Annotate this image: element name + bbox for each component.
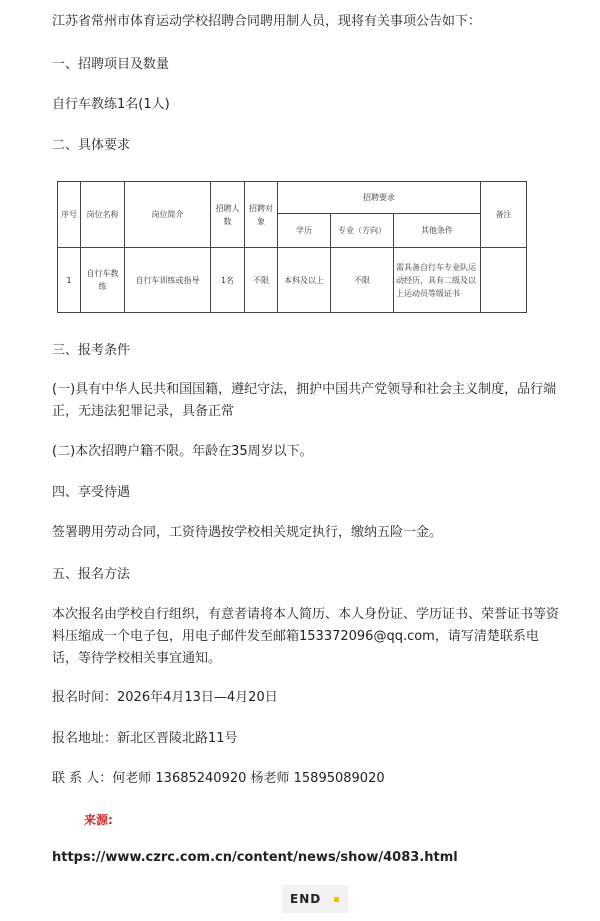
end-dot-icon [334, 897, 339, 902]
end-marker [282, 885, 348, 913]
cell-remark [481, 248, 527, 313]
cell-count: 1名 [211, 248, 245, 313]
registration-address: 报名地址：新北区晋陵北路11号 [52, 731, 238, 746]
section-4-title: 四、享受待遇 [52, 485, 131, 500]
cell-post-name: 自行车教练 [81, 248, 125, 313]
cell-seq: 1 [58, 248, 81, 313]
end-label: END [290, 892, 322, 906]
cell-post-desc: 自行车训练或指导 [125, 248, 211, 313]
source-label: 来源: [84, 813, 113, 827]
header-post-desc: 岗位简介 [125, 182, 211, 248]
section-2-title: 二、具体要求 [52, 138, 131, 153]
section-5-body: 本次报名由学校自行组织，有意者请将本人简历、本人身份证、学历证书、荣誉证书等资料压缩成一个电子包，用电子邮件发至邮箱153372096@qq.com，请写清楚联系电话，等待学校相关事宜通知。 [52, 607, 560, 666]
recruitment-table [57, 181, 527, 313]
header-count: 招聘人数 [211, 182, 245, 248]
section-1-body: 自行车教练1名(1人) [52, 97, 170, 112]
section-3-item-1: (一)具有中华人民共和国国籍，遵纪守法，拥护中国共产党领导和社会主义制度，品行端正，无违法犯罪记录，具备正常 [52, 382, 557, 419]
header-seq: 序号 [58, 182, 81, 248]
table-row [58, 248, 527, 313]
header-requirements: 招聘要求 [278, 182, 481, 214]
section-3-item-2: (二)本次招聘户籍不限。年龄在35周岁以下。 [52, 444, 313, 459]
section-1-title: 一、招聘项目及数量 [52, 57, 170, 72]
cell-education: 本科及以上 [278, 248, 331, 313]
header-education: 学历 [278, 214, 331, 248]
header-post-name: 岗位名称 [81, 182, 125, 248]
section-3-title: 三、报考条件 [52, 343, 131, 358]
header-major: 专业（方向） [331, 214, 394, 248]
cell-major: 不限 [331, 248, 394, 313]
header-remark: 备注 [481, 182, 527, 248]
cell-target: 不限 [245, 248, 278, 313]
registration-time: 报名时间：2026年4月13日—4月20日 [52, 690, 278, 705]
intro-text: 江苏省常州市体育运动学校招聘合同聘用制人员，现将有关事项公告如下： [52, 14, 482, 29]
header-target: 招聘对象 [245, 182, 278, 248]
header-other: 其他条件 [394, 214, 481, 248]
section-5-title: 五、报名方法 [52, 567, 131, 582]
contact-info: 联 系 人：何老师 13685240920 杨老师 15895089020 [52, 771, 385, 786]
source-url[interactable]: https://www.czrc.com.cn/content/news/show/4083.html [52, 850, 458, 865]
cell-other: 需具备自行车专业队运动经历，具有二级及以上运动员等级证书 [394, 248, 481, 313]
section-4-body: 签署聘用劳动合同，工资待遇按学校相关规定执行，缴纳五险一金。 [52, 525, 443, 540]
